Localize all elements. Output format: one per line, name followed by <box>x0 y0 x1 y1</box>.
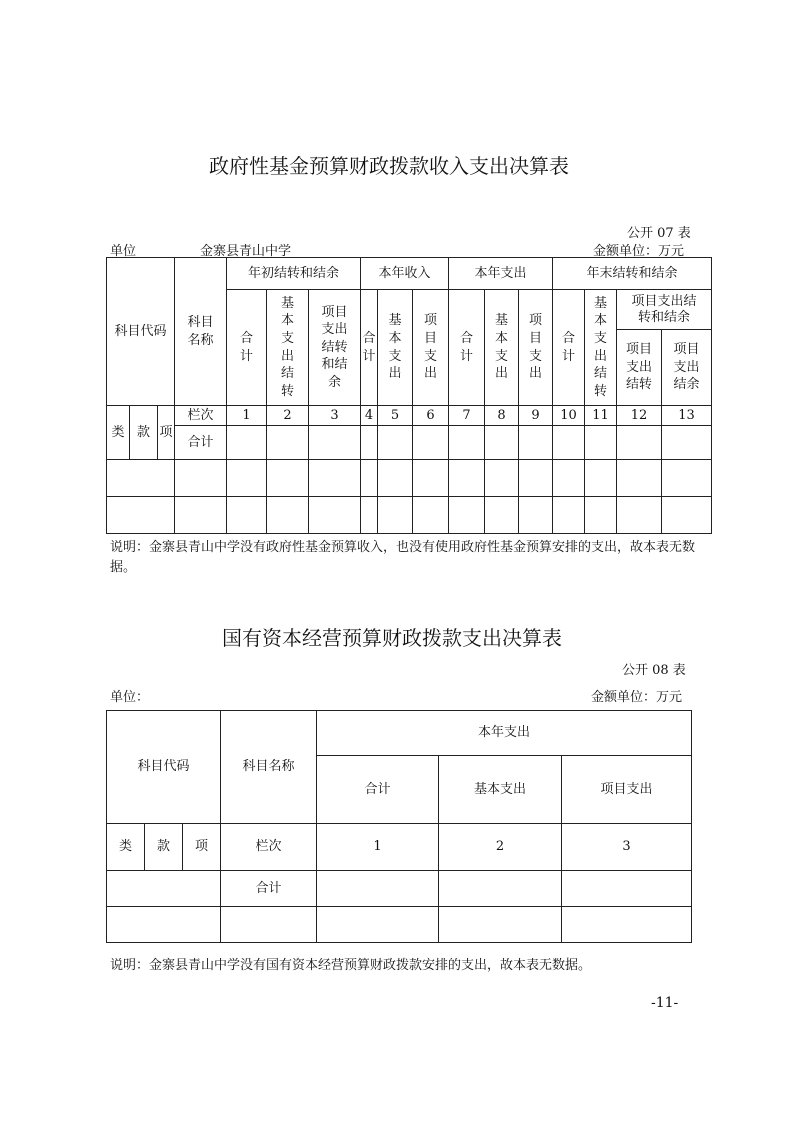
table08-title: 国有资本经营预算财政拨款支出决算表 <box>222 626 562 650</box>
header-income: 本年收入 <box>361 258 449 290</box>
col-num: 11 <box>585 406 617 426</box>
table08-unit-label: 单位： <box>110 690 150 705</box>
row-total-label: 合计 <box>175 426 227 460</box>
table07-unit-label: 单位 <box>110 244 137 259</box>
col-num: 5 <box>378 406 413 426</box>
table07 <box>106 257 712 534</box>
header-lei: 类 <box>107 406 130 460</box>
table07-title: 政府性基金预算财政拨款收入支出决算表 <box>209 154 569 178</box>
table07-note: 说明：金寨县青山中学没有政府性基金预算收入，也没有使用政府性基金预算安排的支出，故本表无数据。 <box>110 540 696 575</box>
col-num: 1 <box>227 406 267 426</box>
header-expense: 本年支出 <box>449 258 553 290</box>
table-row <box>107 907 692 943</box>
header-begin-balance: 年初结转和结余 <box>227 258 361 290</box>
header-kuan: 款 <box>130 406 158 460</box>
header-total: 合计 <box>317 756 439 824</box>
header-expense: 本年支出 <box>317 711 692 756</box>
header-end-project-carry: 项目支出结转 <box>617 330 662 406</box>
table-row <box>107 497 712 534</box>
col-num: 1 <box>317 824 439 871</box>
header-begin-total: 合计 <box>227 290 267 406</box>
header-project: 项目支出 <box>562 756 692 824</box>
col-num: 4 <box>361 406 378 426</box>
header-income-total: 合计 <box>361 290 378 406</box>
header-begin-project: 项目支出结转和结余 <box>309 290 361 406</box>
table08-code: 公开 08 表 <box>622 663 686 678</box>
header-xiang: 项 <box>158 406 175 460</box>
col-num: 2 <box>439 824 562 871</box>
col-num: 12 <box>617 406 662 426</box>
header-end-balance: 年末结转和结余 <box>553 258 712 290</box>
col-num: 6 <box>413 406 449 426</box>
table08 <box>106 710 692 943</box>
col-num: 9 <box>519 406 553 426</box>
table08-amount-unit: 金额单位：万元 <box>591 690 683 705</box>
table08-note: 说明：金寨县青山中学没有国有资本经营预算财政拨款安排的支出，故本表无数据。 <box>110 958 592 973</box>
header-end-project-surplus: 项目支出结余 <box>662 330 712 406</box>
header-end-total: 合计 <box>553 290 585 406</box>
table07-amount-unit: 金额单位：万元 <box>593 244 685 259</box>
col-num: 7 <box>449 406 485 426</box>
row-total-label: 合计 <box>221 871 317 907</box>
header-begin-basic: 基本支出结转 <box>267 290 309 406</box>
header-column-index: 栏次 <box>175 406 227 426</box>
header-income-basic: 基本支出 <box>378 290 413 406</box>
header-lei: 类 <box>107 824 145 871</box>
header-expense-project: 项目支出 <box>519 290 553 406</box>
header-end-basic: 基本支出结转 <box>585 290 617 406</box>
table-row <box>107 460 712 497</box>
header-xiang: 项 <box>183 824 221 871</box>
header-expense-basic: 基本支出 <box>485 290 519 406</box>
header-income-project: 项目支出 <box>413 290 449 406</box>
header-subject-name: 科目名称 <box>175 258 227 406</box>
header-basic: 基本支出 <box>439 756 562 824</box>
header-subject-name: 科目名称 <box>221 711 317 824</box>
table07-unit-value: 金寨县青山中学 <box>200 244 292 259</box>
col-num: 2 <box>267 406 309 426</box>
header-subject-code: 科目代码 <box>107 711 221 824</box>
header-kuan: 款 <box>145 824 183 871</box>
header-expense-total: 合计 <box>449 290 485 406</box>
header-column-index: 栏次 <box>221 824 317 871</box>
col-num: 10 <box>553 406 585 426</box>
col-num: 3 <box>309 406 361 426</box>
header-end-project-group: 项目支出结转和结余 <box>617 290 712 330</box>
page-number: -11- <box>651 995 679 1011</box>
header-subject-code: 科目代码 <box>107 258 175 406</box>
col-num: 13 <box>662 406 712 426</box>
table07-code: 公开 07 表 <box>627 226 691 241</box>
col-num: 8 <box>485 406 519 426</box>
col-num: 3 <box>562 824 692 871</box>
